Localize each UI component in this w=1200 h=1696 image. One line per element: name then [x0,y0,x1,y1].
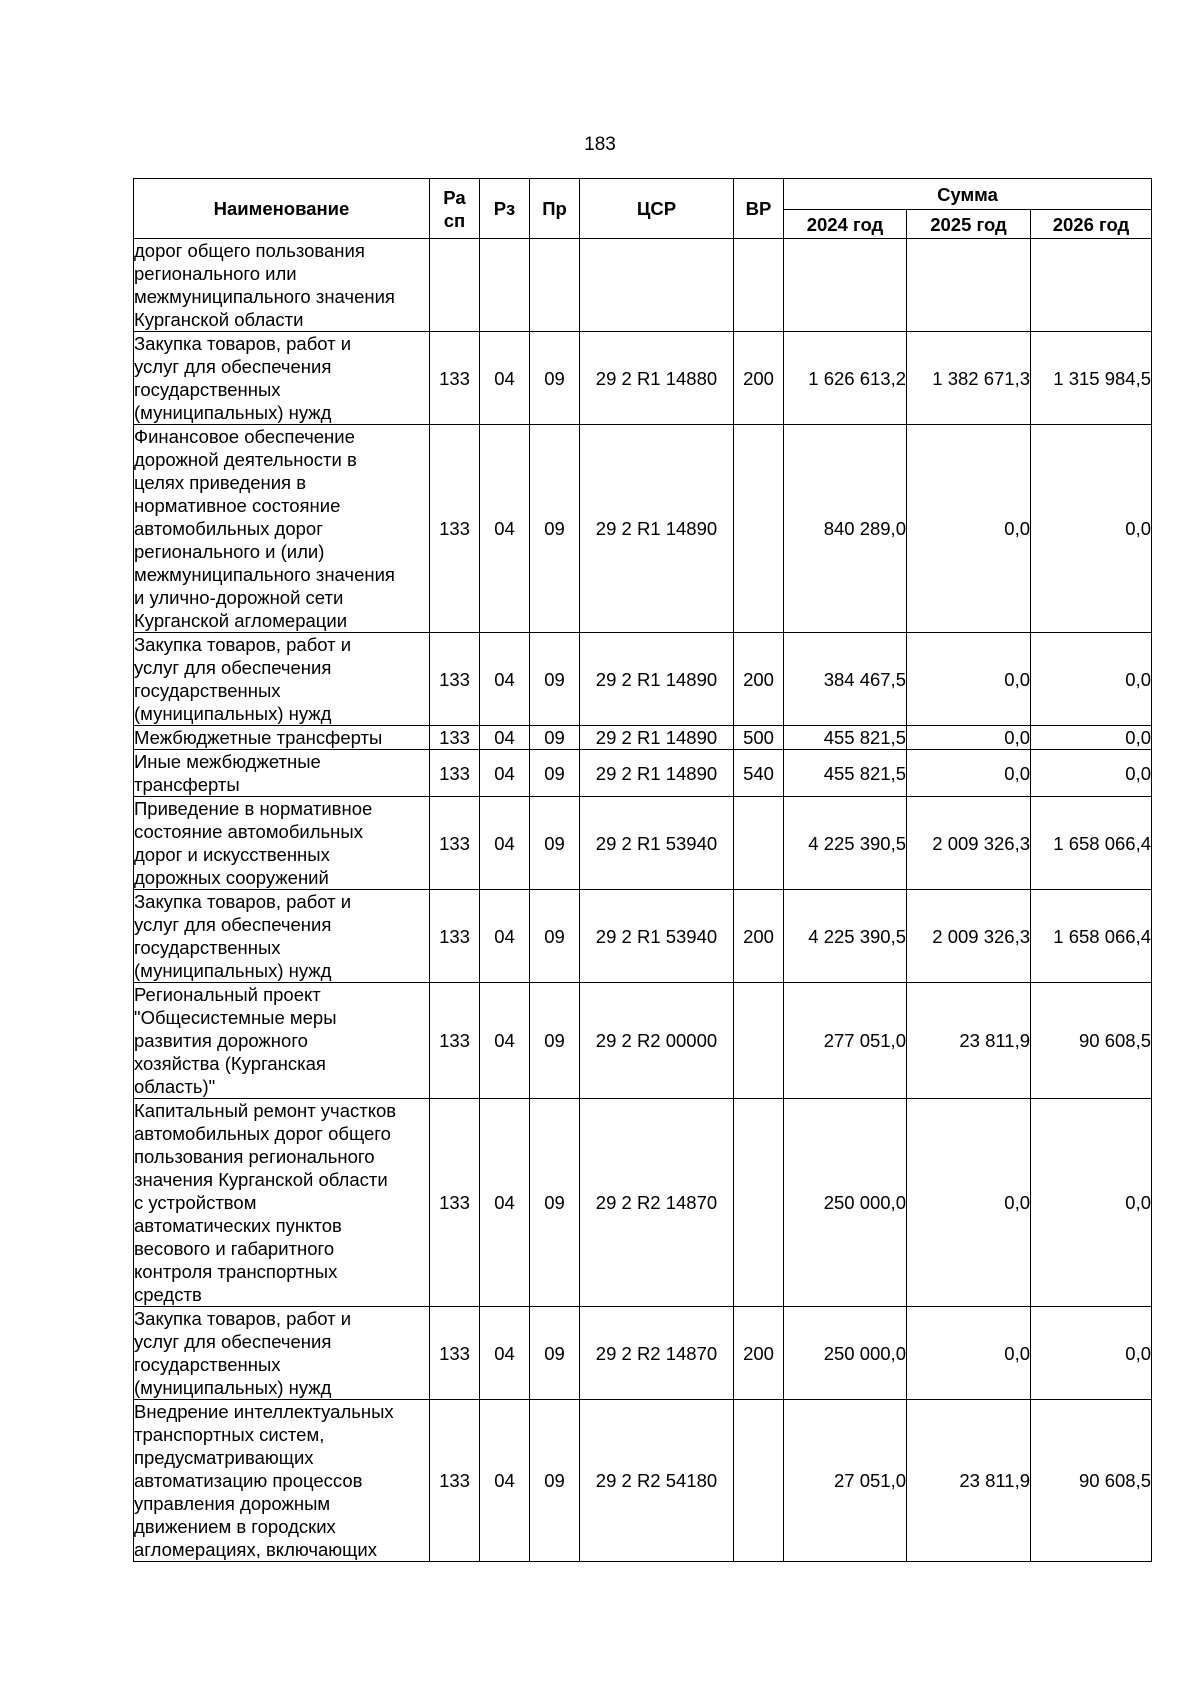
header-pr: Пр [530,179,580,239]
row-pr: 09 [530,983,580,1099]
row-rz: 04 [480,1400,530,1562]
table-row [134,239,1152,332]
table-row [134,1307,1152,1400]
row-sum-2024: 277 051,0 [784,983,907,1099]
row-name [134,633,430,726]
row-sum-2026: 0,0 [1031,633,1152,726]
row-vr [734,983,784,1099]
row-csr: 29 2 R2 54180 [580,1400,734,1562]
row-name-line: "Общесистемные меры [134,1007,337,1028]
table-row [134,750,1152,797]
row-name-line: государственных [134,680,281,701]
row-rz: 04 [480,890,530,983]
row-name-line: услуг для обеспечения [134,1331,332,1352]
row-name-line: автоматизацию процессов [134,1470,363,1491]
row-sum-2026: 0,0 [1031,1099,1152,1307]
row-name-line: (муниципальных) нужд [134,960,332,981]
row-sum-2024: 840 289,0 [784,425,907,633]
row-name-line: управления дорожным [134,1493,331,1514]
header-sum: Сумма [784,179,1152,210]
row-sum-2025: 0,0 [907,633,1031,726]
row-name-line: Внедрение интеллектуальных [134,1401,394,1422]
row-name-line: область)" [134,1076,216,1097]
row-name-line: пользования регионального [134,1146,375,1167]
row-sum-2024: 455 821,5 [784,750,907,797]
row-name-line: услуг для обеспечения [134,914,332,935]
row-sum-2025 [907,239,1031,332]
table-row [134,332,1152,425]
row-sum-2024: 455 821,5 [784,726,907,750]
row-rz: 04 [480,726,530,750]
row-name-line: Закупка товаров, работ и [134,891,352,912]
row-sum-2026: 0,0 [1031,750,1152,797]
row-csr: 29 2 R1 53940 [580,890,734,983]
row-pr: 09 [530,797,580,890]
row-sum-2026: 90 608,5 [1031,983,1152,1099]
row-rasp: 133 [430,890,480,983]
row-name-line: автомобильных дорог [134,518,323,539]
row-name [134,425,430,633]
row-csr: 29 2 R2 00000 [580,983,734,1099]
row-name-line: Финансовое обеспечение [134,426,355,447]
row-pr: 09 [530,1307,580,1400]
row-vr: 200 [734,332,784,425]
row-name-line: государственных [134,937,281,958]
row-sum-2026: 0,0 [1031,425,1152,633]
row-csr: 29 2 R1 14890 [580,726,734,750]
row-sum-2024: 250 000,0 [784,1099,907,1307]
table-row [134,1400,1152,1562]
row-name-line: Региональный проект [134,984,321,1005]
row-rasp [430,239,480,332]
row-sum-2025: 2 009 326,3 [907,797,1031,890]
row-name-line: дорог и искусственных [134,844,330,865]
row-name [134,726,430,750]
row-name-line: целях приведения в [134,472,307,493]
row-name [134,1400,430,1562]
row-sum-2024: 1 626 613,2 [784,332,907,425]
row-csr: 29 2 R1 14890 [580,633,734,726]
row-sum-2026: 1 658 066,4 [1031,797,1152,890]
row-rz: 04 [480,332,530,425]
row-name-line: регионального или [134,263,297,284]
row-name-line: транспортных систем, [134,1424,325,1445]
row-rasp: 133 [430,1099,480,1307]
table-row [134,633,1152,726]
row-vr: 200 [734,633,784,726]
header-rasp-line2: сп [443,209,466,231]
header-2025: 2025 год [907,210,1031,239]
row-rasp: 133 [430,983,480,1099]
table-row [134,890,1152,983]
row-csr: 29 2 R1 14890 [580,425,734,633]
row-name-line: Закупка товаров, работ и [134,333,352,354]
row-vr: 500 [734,726,784,750]
row-rz: 04 [480,1307,530,1400]
row-name-line: развития дорожного [134,1030,308,1051]
row-name-line: весового и габаритного [134,1238,335,1259]
row-name [134,890,430,983]
row-name-line: Курганской области [134,309,304,330]
row-rasp: 133 [430,797,480,890]
row-sum-2024: 4 225 390,5 [784,797,907,890]
row-name-line: регионального и (или) [134,541,325,562]
row-name-line: нормативное состояние [134,495,341,516]
row-name [134,1307,430,1400]
row-vr [734,1099,784,1307]
row-name-line: Закупка товаров, работ и [134,1308,352,1329]
row-rasp: 133 [430,633,480,726]
row-rz: 04 [480,750,530,797]
row-pr: 09 [530,890,580,983]
row-name-line: с устройством [134,1192,257,1213]
row-pr [530,239,580,332]
row-vr: 200 [734,890,784,983]
row-sum-2025: 0,0 [907,726,1031,750]
row-name-line: Закупка товаров, работ и [134,634,352,655]
row-vr: 200 [734,1307,784,1400]
row-sum-2025: 1 382 671,3 [907,332,1031,425]
row-name-line: (муниципальных) нужд [134,703,332,724]
row-pr: 09 [530,1099,580,1307]
row-rasp: 133 [430,425,480,633]
row-name-line: услуг для обеспечения [134,657,332,678]
row-pr: 09 [530,726,580,750]
row-rasp: 133 [430,726,480,750]
row-name-line: дорожных сооружений [134,867,329,888]
row-sum-2026: 0,0 [1031,726,1152,750]
row-name-line: (муниципальных) нужд [134,402,332,423]
row-sum-2025: 0,0 [907,750,1031,797]
row-name-line: Межбюджетные трансферты [134,727,383,748]
row-sum-2025: 23 811,9 [907,983,1031,1099]
row-name [134,983,430,1099]
row-sum-2026: 90 608,5 [1031,1400,1152,1562]
row-name [134,1099,430,1307]
row-sum-2024: 27 051,0 [784,1400,907,1562]
row-rz [480,239,530,332]
table-row [134,425,1152,633]
row-rz: 04 [480,797,530,890]
table-row [134,726,1152,750]
row-rz: 04 [480,983,530,1099]
row-vr [734,425,784,633]
row-name-line: автомобильных дорог общего [134,1123,391,1144]
header-2026: 2026 год [1031,210,1152,239]
row-sum-2024: 4 225 390,5 [784,890,907,983]
row-vr [734,239,784,332]
row-sum-2024: 250 000,0 [784,1307,907,1400]
row-pr: 09 [530,425,580,633]
row-name-line: средств [134,1284,202,1305]
header-2024: 2024 год [784,210,907,239]
header-vr: ВР [734,179,784,239]
row-csr: 29 2 R2 14870 [580,1099,734,1307]
row-name-line: государственных [134,379,281,400]
row-name-line: состояние автомобильных [134,821,363,842]
row-name-line: трансферты [134,774,240,795]
row-name-line: агломерациях, включающих [134,1539,377,1560]
budget-table [133,178,1152,1562]
header-rz: Рз [480,179,530,239]
row-rasp: 133 [430,750,480,797]
row-name [134,332,430,425]
row-name-line: дорожной деятельности в [134,449,357,470]
row-pr: 09 [530,332,580,425]
row-sum-2026: 0,0 [1031,1307,1152,1400]
header-csr: ЦСР [580,179,734,239]
header-rasp [430,179,480,239]
header-rasp-line1: Ра [443,186,466,208]
row-name-line: и улично-дорожной сети [134,587,344,608]
row-sum-2026: 1 315 984,5 [1031,332,1152,425]
row-csr: 29 2 R1 14880 [580,332,734,425]
row-name-line: (муниципальных) нужд [134,1377,332,1398]
table-row [134,797,1152,890]
row-sum-2025: 23 811,9 [907,1400,1031,1562]
row-name-line: государственных [134,1354,281,1375]
row-csr: 29 2 R1 14890 [580,750,734,797]
row-name [134,239,430,332]
row-sum-2025: 2 009 326,3 [907,890,1031,983]
row-name-line: Курганской агломерации [134,610,348,631]
row-rz: 04 [480,633,530,726]
row-vr [734,797,784,890]
row-name-line: услуг для обеспечения [134,356,332,377]
row-name-line: межмуниципального значения [134,564,395,585]
table-row [134,983,1152,1099]
row-name-line: дорог общего пользования [134,240,365,261]
row-rz: 04 [480,1099,530,1307]
page-number: 183 [584,134,616,155]
row-sum-2026: 1 658 066,4 [1031,890,1152,983]
row-rasp: 133 [430,1307,480,1400]
row-name [134,750,430,797]
row-name-line: Приведение в нормативное [134,798,373,819]
row-rasp: 133 [430,332,480,425]
row-rz: 04 [480,425,530,633]
table-body [134,239,1152,1562]
row-name-line: контроля транспортных [134,1261,338,1282]
row-name-line: Капитальный ремонт участков [134,1100,397,1121]
row-csr [580,239,734,332]
row-vr [734,1400,784,1562]
row-sum-2024: 384 467,5 [784,633,907,726]
row-csr: 29 2 R2 14870 [580,1307,734,1400]
row-name-line: движением в городских [134,1516,336,1537]
row-csr: 29 2 R1 53940 [580,797,734,890]
row-sum-2024 [784,239,907,332]
row-name-line: Иные межбюджетные [134,751,321,772]
row-sum-2025: 0,0 [907,425,1031,633]
table-row [134,1099,1152,1307]
row-pr: 09 [530,750,580,797]
row-name-line: хозяйства (Курганская [134,1053,326,1074]
header-name: Наименование [134,179,430,239]
row-sum-2025: 0,0 [907,1099,1031,1307]
row-name-line: автоматических пунктов [134,1215,342,1236]
row-name-line: межмуниципального значения [134,286,395,307]
row-name-line: значения Курганской области [134,1169,388,1190]
row-rasp: 133 [430,1400,480,1562]
row-name-line: предусматривающих [134,1447,314,1468]
row-name [134,797,430,890]
row-pr: 09 [530,1400,580,1562]
row-vr: 540 [734,750,784,797]
row-pr: 09 [530,633,580,726]
row-sum-2026 [1031,239,1152,332]
row-sum-2025: 0,0 [907,1307,1031,1400]
